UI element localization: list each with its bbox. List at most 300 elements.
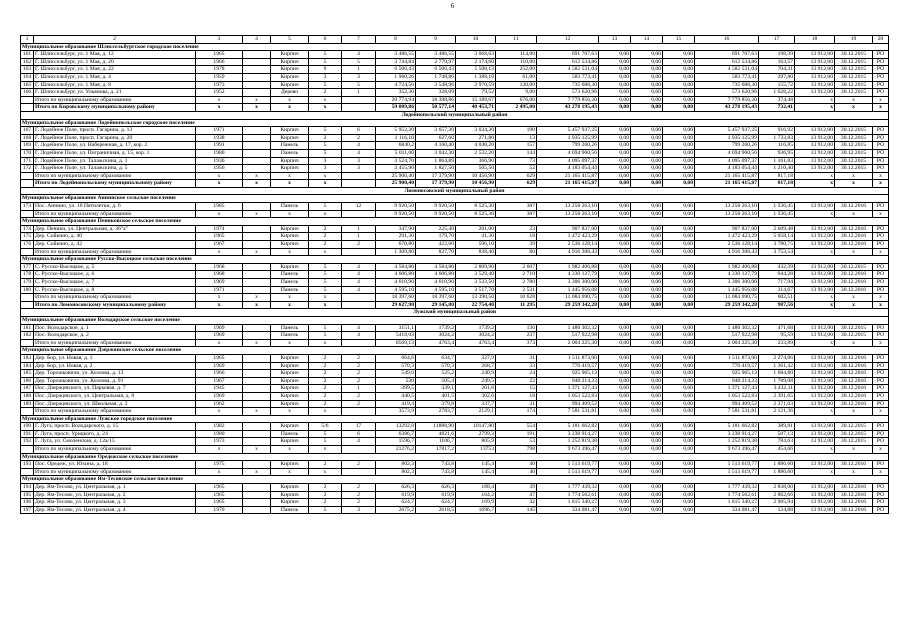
table-cell: 387 <box>496 210 537 218</box>
table-cell: 13 912,00 <box>795 430 835 438</box>
table-cell: 163 <box>21 66 34 74</box>
table-cell: 9 <box>309 66 342 74</box>
subtotal-row <box>21 172 889 180</box>
table-row <box>21 203 889 211</box>
table-cell: Кирпич <box>271 157 309 165</box>
table-cell: 178 <box>21 271 34 279</box>
table-cell: 570,3 <box>416 362 456 370</box>
table-cell: 33 <box>496 362 537 370</box>
table-cell: 0,00 <box>631 294 663 302</box>
table-cell: 0,00 <box>631 468 663 476</box>
table-cell: 0,00 <box>599 279 631 287</box>
table-cell: 177 <box>21 263 34 271</box>
table-cell: РО <box>873 491 889 499</box>
table-cell: 7 779 856,20 <box>537 96 599 104</box>
table-cell: 198,39 <box>759 51 795 59</box>
table-cell: 167 <box>21 127 34 135</box>
subtotal-row <box>21 210 889 218</box>
table-cell: 297,80 <box>759 73 795 81</box>
table-cell: 0,00 <box>663 233 695 241</box>
table-cell: x <box>271 446 309 454</box>
table-cell: 0,00 <box>599 96 631 104</box>
table-cell: 15 <box>496 385 537 393</box>
table-cell: x <box>243 104 271 112</box>
municipality-title: Муниципальное образование Русско-Высоцкое сельское поселение <box>21 256 889 264</box>
table-cell <box>243 233 271 241</box>
table-cell: 13 912,00 <box>795 499 835 507</box>
table-cell: x <box>196 248 243 256</box>
table-cell: Дер. Ям-Тесово, ул. Центральная, д. 3 <box>34 499 196 507</box>
table-cell: 373 <box>496 339 537 347</box>
table-cell: 817,18 <box>759 180 795 188</box>
table-cell: 13 390,50 <box>456 294 496 302</box>
table-cell: 1965 <box>196 484 243 492</box>
table-cell: РО <box>873 165 889 173</box>
table-cell: x <box>243 294 271 302</box>
table-cell <box>243 203 271 211</box>
municipality-heading <box>21 476 889 484</box>
table-cell: 18 <box>496 233 537 241</box>
table-cell: 3 524,70 <box>376 157 416 165</box>
table-cell: 1966 <box>196 370 243 378</box>
table-cell: 0,00 <box>599 248 631 256</box>
table-cell: 0,00 <box>599 362 631 370</box>
table-cell: 0,00 <box>631 142 663 150</box>
table-cell: 2 607 <box>496 263 537 271</box>
table-cell: 0,00 <box>631 400 663 408</box>
table-cell: 30.12.2016 <box>835 271 873 279</box>
table-cell: 145 <box>496 506 537 514</box>
table-cell: 387 <box>496 203 537 211</box>
table-row <box>21 430 889 438</box>
table-cell: 25 900,40 <box>376 172 416 180</box>
table-cell: 0,00 <box>663 408 695 416</box>
table-cell: 0,00 <box>599 491 631 499</box>
table-cell <box>243 127 271 135</box>
table-cell: 0,00 <box>663 127 695 135</box>
table-cell: 9 673 396,47 <box>695 446 759 454</box>
table-cell: 1 371 127,43 <box>537 385 599 393</box>
table-cell: 197 <box>21 506 34 514</box>
table-cell: 0,00 <box>631 286 663 294</box>
table-cell: 664,6 <box>376 354 416 362</box>
table-cell: Итого по муниципальному образованию <box>34 446 196 454</box>
table-cell: Кирпич <box>271 385 309 393</box>
table-cell: 784,63 <box>759 438 795 446</box>
table-cell: Кирпич <box>271 484 309 492</box>
table-cell: Панель <box>271 506 309 514</box>
table-cell: 0,00 <box>631 362 663 370</box>
table-cell: 352,30 <box>376 89 416 97</box>
table-cell: РО <box>873 66 889 74</box>
table-cell: 471,68 <box>759 324 795 332</box>
table-cell: x <box>873 468 889 476</box>
table-cell: 4763,4 <box>456 339 496 347</box>
table-cell: 3 486,55 <box>416 51 456 59</box>
table-cell: Панель <box>271 286 309 294</box>
table-row <box>21 241 889 249</box>
table-cell: 2 779,97 <box>416 58 456 66</box>
table-cell: 454,66 <box>759 446 795 454</box>
table-cell: 114,00 <box>496 51 537 59</box>
table-cell: 13292,8 <box>376 423 416 431</box>
table-row <box>21 423 889 431</box>
table-cell: Кирпич <box>271 134 309 142</box>
table-cell: 634,7 <box>416 354 456 362</box>
table-cell: 2618,5 <box>416 506 456 514</box>
table-cell: 13 912,00 <box>795 484 835 492</box>
table-cell: 0,00 <box>631 423 663 431</box>
table-cell: 0,00 <box>599 423 631 431</box>
table-cell: 0,00 <box>663 370 695 378</box>
table-cell: РО <box>873 157 889 165</box>
table-cell: 163,57 <box>759 58 795 66</box>
table-cell: 1969 <box>196 332 243 340</box>
table-cell: 2 <box>309 89 342 97</box>
table-cell: 691 707,63 <box>537 51 599 59</box>
table-cell: 1 960,26 <box>376 73 416 81</box>
district-title: Лодейнопольский муниципальный район <box>21 111 889 119</box>
table-cell: 987,56 <box>759 301 795 309</box>
table-cell: 13 912,00 <box>795 142 835 150</box>
table-cell: 13 912,00 <box>795 370 835 378</box>
table-row <box>21 66 889 74</box>
table-cell: 1952 <box>196 89 243 97</box>
table-row <box>21 51 889 59</box>
table-cell: РО <box>873 271 889 279</box>
table-cell: 916,92 <box>759 127 795 135</box>
table-cell: 0,00 <box>663 279 695 287</box>
table-row <box>21 370 889 378</box>
table-cell: 2 <box>309 484 342 492</box>
table-cell: 30.12.2015 <box>835 51 873 59</box>
table-cell: 4 330 127,79 <box>695 271 759 279</box>
table-cell: 145,4 <box>456 468 496 476</box>
table-cell: 0,00 <box>631 225 663 233</box>
table-cell: 155,72 <box>759 81 795 89</box>
table-cell: 0,00 <box>599 73 631 81</box>
table-cell: 30.12.2015 <box>835 324 873 332</box>
table-cell: РО <box>873 286 889 294</box>
table-cell: 30.12.2016 <box>835 484 873 492</box>
table-cell: 0,00 <box>663 332 695 340</box>
table-cell: 8 525,30 <box>456 210 496 218</box>
table-cell <box>21 301 34 309</box>
table-cell: Пос. Володарское, д. 2 <box>34 332 196 340</box>
table-cell: 22 754,40 <box>456 301 496 309</box>
table-cell: 13 912,00 <box>795 438 835 446</box>
table-cell: 549,6 <box>376 370 416 378</box>
table-cell: 12 <box>342 203 376 211</box>
table-cell: 4 724,56 <box>376 81 416 89</box>
table-cell: x <box>873 248 889 256</box>
table-cell: 43 278 195,43 <box>695 104 759 112</box>
table-cell: 1965 <box>196 499 243 507</box>
table-cell <box>243 461 271 469</box>
table-cell: 1 161,83 <box>759 157 795 165</box>
table-cell: 0,00 <box>663 339 695 347</box>
table-cell: 1 472 423,29 <box>695 233 759 241</box>
table-cell: 314,67 <box>759 286 795 294</box>
table-cell: x <box>243 408 271 416</box>
table-cell: x <box>243 210 271 218</box>
table-cell: 1 982 406,88 <box>537 263 599 271</box>
table-cell: 1969 <box>196 392 243 400</box>
table-row <box>21 127 889 135</box>
table-cell: x <box>196 339 243 347</box>
table-cell: 1 <box>342 233 376 241</box>
table-cell: 1 445 956,08 <box>537 286 599 294</box>
table-cell: 994 409,52 <box>537 400 599 408</box>
table-cell <box>342 248 376 256</box>
table-cell: 29 145,80 <box>416 301 456 309</box>
table-cell: 525,2 <box>416 370 456 378</box>
table-cell: 13 912,00 <box>795 286 835 294</box>
table-cell: 507,13 <box>759 430 795 438</box>
table-cell: 1968 <box>196 263 243 271</box>
table-cell <box>342 96 376 104</box>
table-cell: 5 <box>309 263 342 271</box>
table-cell: 1967 <box>196 241 243 249</box>
table-cell: 4 <box>342 51 376 59</box>
table-cell: Кирпич <box>271 58 309 66</box>
table-cell: 1980 <box>196 149 243 157</box>
table-cell: 0,00 <box>631 279 663 287</box>
table-cell: 626,3 <box>416 484 456 492</box>
table-cell: 583 773,41 <box>695 73 759 81</box>
table-cell: Г. Лодейное Поле, просп. Гагарина, д. 20 <box>34 134 196 142</box>
table-cell: РО <box>873 203 889 211</box>
table-cell: 1971 <box>196 127 243 135</box>
table-cell: x <box>196 96 243 104</box>
table-cell: x <box>835 468 873 476</box>
table-cell: 17 379,90 <box>416 180 456 188</box>
subtotal-row <box>21 96 889 104</box>
table-cell: 505,50 <box>456 165 496 173</box>
table-cell: x <box>795 172 835 180</box>
table-cell: 907 837,00 <box>537 225 599 233</box>
table-cell: РО <box>873 279 889 287</box>
table-row <box>21 491 889 499</box>
table-cell: x <box>873 172 889 180</box>
table-cell: Кирпич <box>271 491 309 499</box>
table-cell: РО <box>873 233 889 241</box>
table-cell: 5 <box>309 142 342 150</box>
column-number-cell: 5 <box>271 36 309 44</box>
table-cell: x <box>795 180 835 188</box>
table-cell: Г. Шлиссельбург, ул. 1 Мая, д. 20 <box>34 58 196 66</box>
table-cell: Кирпич <box>271 423 309 431</box>
column-number-cell: 20 <box>873 36 889 44</box>
table-cell: 13 912,00 <box>795 203 835 211</box>
table-cell: РО <box>873 134 889 142</box>
table-cell: 0,00 <box>599 324 631 332</box>
table-cell: 13 912,00 <box>795 58 835 66</box>
table-cell: 29 259 342,28 <box>695 301 759 309</box>
table-cell: 1 777 439,32 <box>695 484 759 492</box>
table-cell: 334 081,47 <box>695 506 759 514</box>
table-cell: 9,00 <box>496 89 537 97</box>
table-cell: 30.12.2015 <box>835 127 873 135</box>
table-cell: 13 912,00 <box>795 385 835 393</box>
table-cell <box>342 301 376 309</box>
table-cell <box>243 423 271 431</box>
table-cell: Дерево <box>271 89 309 97</box>
table-cell: 4 183 054,44 <box>537 165 599 173</box>
table-cell: 0,00 <box>631 233 663 241</box>
table-cell: 2 536 128,14 <box>695 241 759 249</box>
table-cell: Г. Лодейное Поле, ул. Набережная, д. 17, кор. 2 <box>34 142 196 150</box>
table-cell: x <box>795 248 835 256</box>
table-cell: 39 <box>496 484 537 492</box>
table-cell: РО <box>873 499 889 507</box>
table-cell: 717,04 <box>759 279 795 287</box>
table-cell: 3 780,75 <box>759 241 795 249</box>
table-cell: 0,00 <box>663 104 695 112</box>
table-cell: РО <box>873 142 889 150</box>
table-cell: 0,00 <box>599 142 631 150</box>
municipality-title: Муниципальное образование Оредежское сельское поселение <box>21 453 889 461</box>
table-cell <box>21 104 34 112</box>
table-cell: Дер. Торошковичи, ул. Козлова, д. 13 <box>34 370 196 378</box>
table-cell: x <box>196 408 243 416</box>
table-cell: 339,1 <box>416 385 456 393</box>
table-cell <box>243 506 271 514</box>
table-cell: 626,3 <box>376 484 416 492</box>
district-heading <box>21 187 889 195</box>
table-cell: x <box>196 446 243 454</box>
table-cell <box>243 134 271 142</box>
table-cell: x <box>873 301 889 309</box>
table-cell: 798 <box>496 446 537 454</box>
table-cell: 1945 <box>196 385 243 393</box>
table-cell: x <box>835 104 873 112</box>
table-cell: 419,4 <box>376 400 416 408</box>
table-cell: 195 <box>21 491 34 499</box>
table-cell: 9 920,50 <box>376 203 416 211</box>
table-cell: 1 472 423,29 <box>537 233 599 241</box>
municipality-heading <box>21 453 889 461</box>
table-cell <box>243 324 271 332</box>
table-cell <box>243 241 271 249</box>
table-cell: 21 165 415,87 <box>695 180 759 188</box>
table-cell: 79,52 <box>456 89 496 97</box>
table-cell: 2 <box>309 134 342 142</box>
table-cell: 925 965,13 <box>695 370 759 378</box>
table-cell: 1 116,10 <box>376 134 416 142</box>
table-cell: Г. Луга, ул. Смоленская, д. 12а/15 <box>34 438 196 446</box>
table-cell: 21276,2 <box>376 446 416 454</box>
table-cell: 0,00 <box>631 430 663 438</box>
table-cell: 181 <box>21 324 34 332</box>
table-cell: 2 <box>309 354 342 362</box>
table-cell: 4 595,10 <box>416 286 456 294</box>
table-cell: 61,00 <box>496 73 537 81</box>
table-cell: 0,00 <box>599 385 631 393</box>
table-cell: Дер. Торошковичи, ул. Козлова, д. 91 <box>34 377 196 385</box>
table-cell: 0,00 <box>599 81 631 89</box>
table-cell: 3 548,96 <box>416 81 456 89</box>
table-cell: 53 <box>496 438 537 446</box>
table-cell: 1959 <box>196 73 243 81</box>
table-cell: Г. Шлиссельбург, ул. 1 Мая, д. 22 <box>34 66 196 74</box>
table-cell: 440,5 <box>376 392 416 400</box>
table-cell: 0,00 <box>663 142 695 150</box>
district-heading <box>21 309 889 317</box>
district-total-row <box>21 180 889 188</box>
table-cell: x <box>309 172 342 180</box>
table-cell: 30.12.2015 <box>835 73 873 81</box>
table-cell: 225,40 <box>416 225 456 233</box>
table-cell: 1 309,80 <box>376 248 416 256</box>
table-row <box>21 149 889 157</box>
table-cell: Кирпич <box>271 400 309 408</box>
table-cell: 0,00 <box>631 324 663 332</box>
table-cell: 0,00 <box>663 58 695 66</box>
table-cell: 0,00 <box>599 294 631 302</box>
table-cell: 0,00 <box>631 165 663 173</box>
table-cell: 13 912,00 <box>795 392 835 400</box>
table-cell: 1966 <box>196 58 243 66</box>
column-number-cell: 14 <box>631 36 663 44</box>
table-cell: 17 <box>342 423 376 431</box>
table-cell: 47 <box>496 491 537 499</box>
table-cell: 30.12.2016 <box>835 400 873 408</box>
table-cell: 13 912,00 <box>795 66 835 74</box>
table-cell: 619,9 <box>376 491 416 499</box>
table-cell: 1968 <box>196 271 243 279</box>
table-cell: 1956 <box>196 165 243 173</box>
table-cell: 3 238 914,27 <box>695 430 759 438</box>
table-cell: 704,31 <box>759 66 795 74</box>
table-cell: 1 <box>342 385 376 393</box>
table-cell: 2 <box>309 362 342 370</box>
table-cell: x <box>196 294 243 302</box>
table-cell: 6840,2 <box>376 142 416 150</box>
table-cell: 1 <box>342 89 376 97</box>
table-cell: 10 456,90 <box>456 172 496 180</box>
table-cell: x <box>873 294 889 302</box>
table-cell: x <box>835 210 873 218</box>
table-cell: Дер. Сойкино, д. 40 <box>34 233 196 241</box>
table-cell: РО <box>873 430 889 438</box>
table-cell: 5 <box>309 203 342 211</box>
table-cell <box>243 89 271 97</box>
table-cell: 2 <box>309 225 342 233</box>
table-cell: 73 <box>496 157 537 165</box>
table-cell: 13 912,00 <box>795 362 835 370</box>
table-cell: 0,00 <box>599 127 631 135</box>
table-cell: РО <box>873 58 889 66</box>
table-row <box>21 165 889 173</box>
table-cell: 0,00 <box>599 66 631 74</box>
table-cell: 23 <box>496 225 537 233</box>
table-cell: 948 214,33 <box>695 377 759 385</box>
table-cell: 2675,2 <box>376 506 416 514</box>
table-cell: 554 <box>496 423 537 431</box>
table-cell: Панель <box>271 430 309 438</box>
table-cell: Г. Шлиссельбург, ул. 1 Мая, д. 4 <box>34 73 196 81</box>
table-cell: 13 912,00 <box>795 127 835 135</box>
table-cell: 13 912,00 <box>795 89 835 97</box>
table-cell: 0,00 <box>599 51 631 59</box>
table-cell: 13 912,00 <box>795 81 835 89</box>
table-cell <box>243 370 271 378</box>
district-total-row <box>21 104 889 112</box>
table-cell: x <box>873 210 889 218</box>
table-cell: Панель <box>271 149 309 157</box>
table-row <box>21 385 889 393</box>
